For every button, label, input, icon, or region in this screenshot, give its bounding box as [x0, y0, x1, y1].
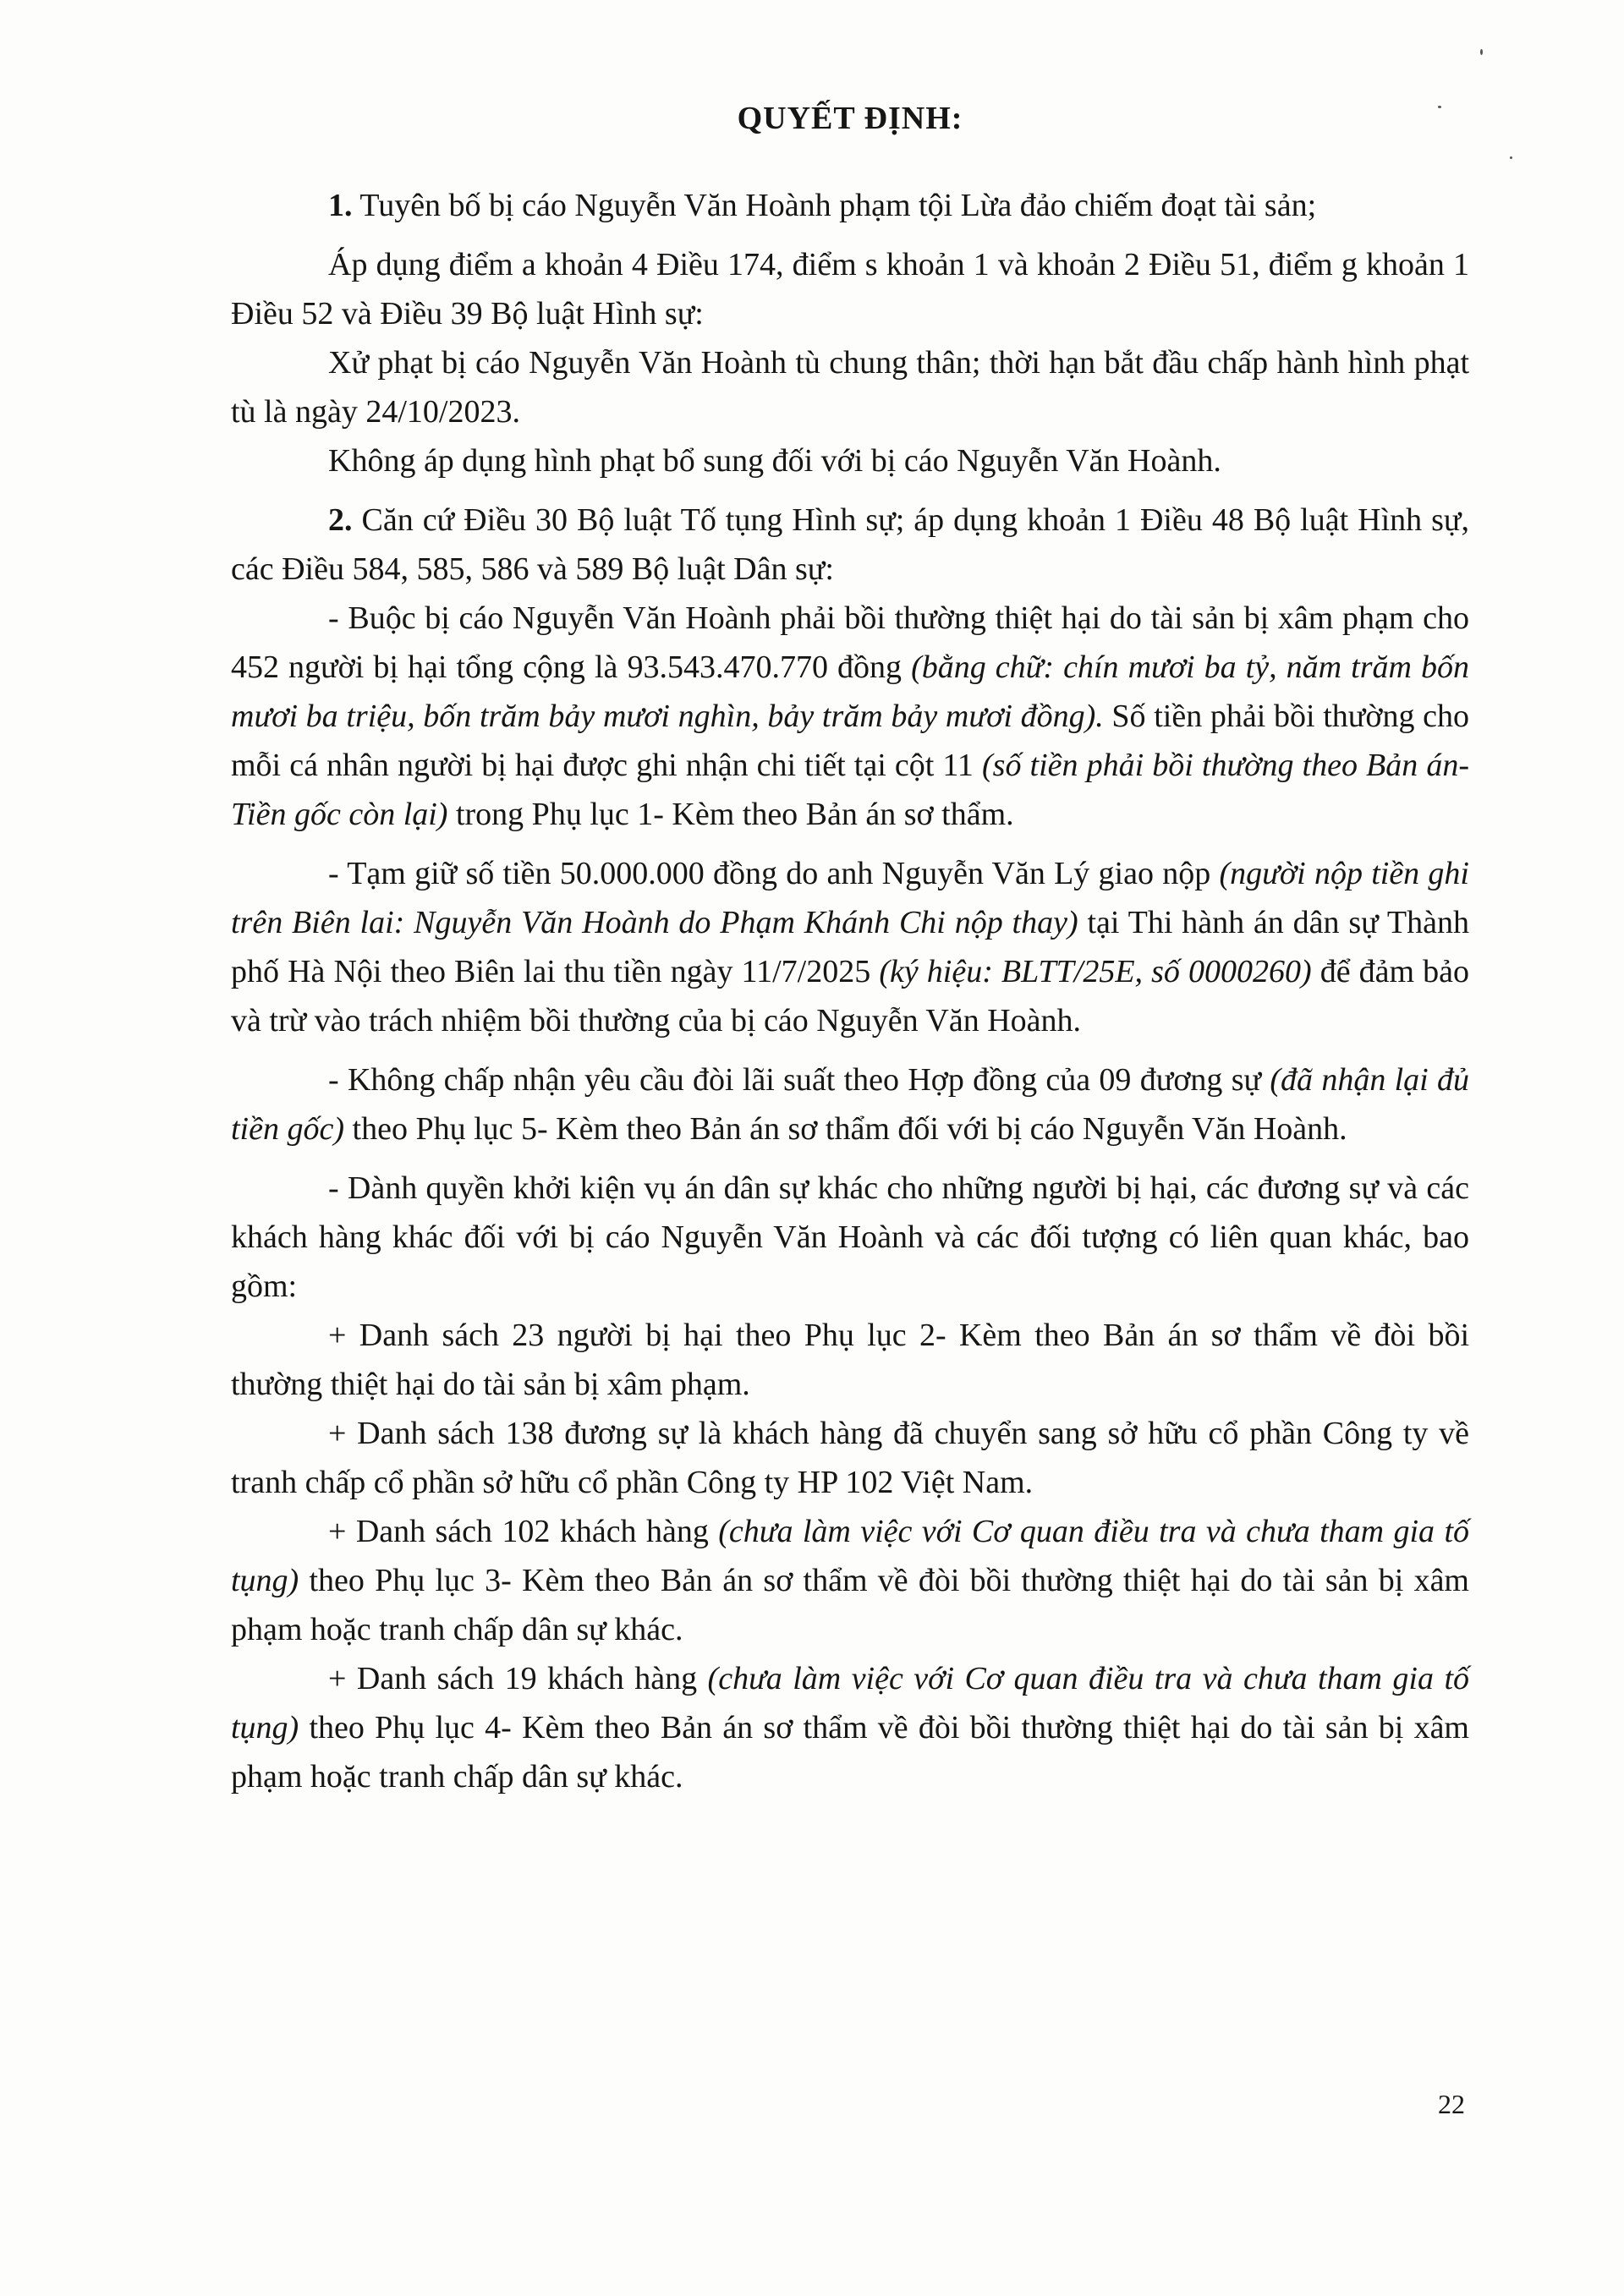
page-title: QUYẾT ĐỊNH: — [737, 101, 963, 136]
paragraph-5: 2. Căn cứ Điều 30 Bộ luật Tố tụng Hình sự; áp dụng khoản 1 Điều 48 Bộ luật Hình sự, các Điều 584, 585, 586 và 589 Bộ luật Dân sự: — [231, 502, 1469, 587]
paragraph-2: Áp dụng điểm a khoản 4 Điều 174, điểm s khoản 1 và khoản 2 Điều 51, điểm g khoản 1 Điều 52 và Điều 39 Bộ luật Hình sự: — [231, 247, 1469, 332]
page-number: 22 — [1438, 2089, 1465, 2119]
paragraph-3: Xử phạt bị cáo Nguyễn Văn Hoành tù chung thân; thời hạn bắt đầu chấp hành hình phạt tù là ngày 24/10/2023. — [231, 345, 1469, 430]
scan-speck — [1510, 156, 1512, 159]
paragraph-6: - Buộc bị cáo Nguyễn Văn Hoành phải bồi thường thiệt hại do tài sản bị xâm phạm cho 452 người bị hại tổng cộng là 93.543.470.770 đồng (bằng chữ: chín mươi ba tỷ, năm trăm bốn mươi ba triệu, bốn trăm bảy mươi nghìn, bảy trăm bảy mươi đồng). Số tiền phải bồi thường cho mỗi cá nhân người bị hại được ghi nhận chi tiết tại cột 11 (số tiền phải bồi thường theo Bản án- Tiền gốc còn lại) trong Phụ lục 1- Kèm theo Bản án sơ thẩm. — [231, 600, 1470, 832]
paragraph-13: + Danh sách 19 khách hàng (chưa làm việc với Cơ quan điều tra và chưa tham gia tố tụng) theo Phụ lục 4- Kèm theo Bản án sơ thẩm về đòi bồi thường thiệt hại do tài sản bị xâm phạm hoặc tranh chấp dân sự khác. — [231, 1661, 1469, 1795]
item-number: 1. — [328, 188, 353, 223]
scan-speck — [1480, 49, 1483, 55]
paragraph-8: - Không chấp nhận yêu cầu đòi lãi suất theo Hợp đồng của 09 đương sự (đã nhận lại đủ tiền gốc) theo Phụ lục 5- Kèm theo Bản án sơ thẩm đối với bị cáo Nguyễn Văn Hoành. — [231, 1062, 1469, 1147]
paragraph-1: 1. Tuyên bố bị cáo Nguyễn Văn Hoành phạm tội Lừa đảo chiếm đoạt tài sản; — [328, 188, 1317, 223]
paragraph-7: - Tạm giữ số tiền 50.000.000 đồng do anh Nguyễn Văn Lý giao nộp (người nộp tiền ghi trên Biên lai: Nguyễn Văn Hoành do Phạm Khánh Chi nộp thay) tại Thi hành án dân sự Thành phố Hà Nội theo Biên lai thu tiền ngày 11/7/2025 (ký hiệu: BLTT/25E, số 0000260) để đảm bảo và trừ vào trách nhiệm bồi thường của bị cáo Nguyễn Văn Hoành. — [231, 856, 1470, 1038]
paragraph-10: + Danh sách 23 người bị hại theo Phụ lục 2- Kèm theo Bản án sơ thẩm về đòi bồi thường thiệt hại do tài sản bị xâm phạm. — [231, 1318, 1469, 1402]
paragraph-12: + Danh sách 102 khách hàng (chưa làm việc với Cơ quan điều tra và chưa tham gia tố tụng) theo Phụ lục 3- Kèm theo Bản án sơ thẩm về đòi bồi thường thiệt hại do tài sản bị xâm phạm hoặc tranh chấp dân sự khác. — [231, 1514, 1470, 1647]
item-number: 2. — [328, 502, 353, 538]
paragraph-9: - Dành quyền khởi kiện vụ án dân sự khác cho những người bị hại, các đương sự và các khách hàng khác đối với bị cáo Nguyễn Văn Hoành và các đối tượng có liên quan khác, bao gồm: — [231, 1170, 1469, 1304]
paragraph-4: Không áp dụng hình phạt bổ sung đối với bị cáo Nguyễn Văn Hoành. — [328, 443, 1221, 479]
scan-speck — [1438, 106, 1441, 108]
paragraph-11: + Danh sách 138 đương sự là khách hàng đã chuyển sang sở hữu cổ phần Công ty về tranh chấp cổ phần sở hữu cổ phần Công ty HP 102 Việt Nam. — [231, 1416, 1469, 1500]
